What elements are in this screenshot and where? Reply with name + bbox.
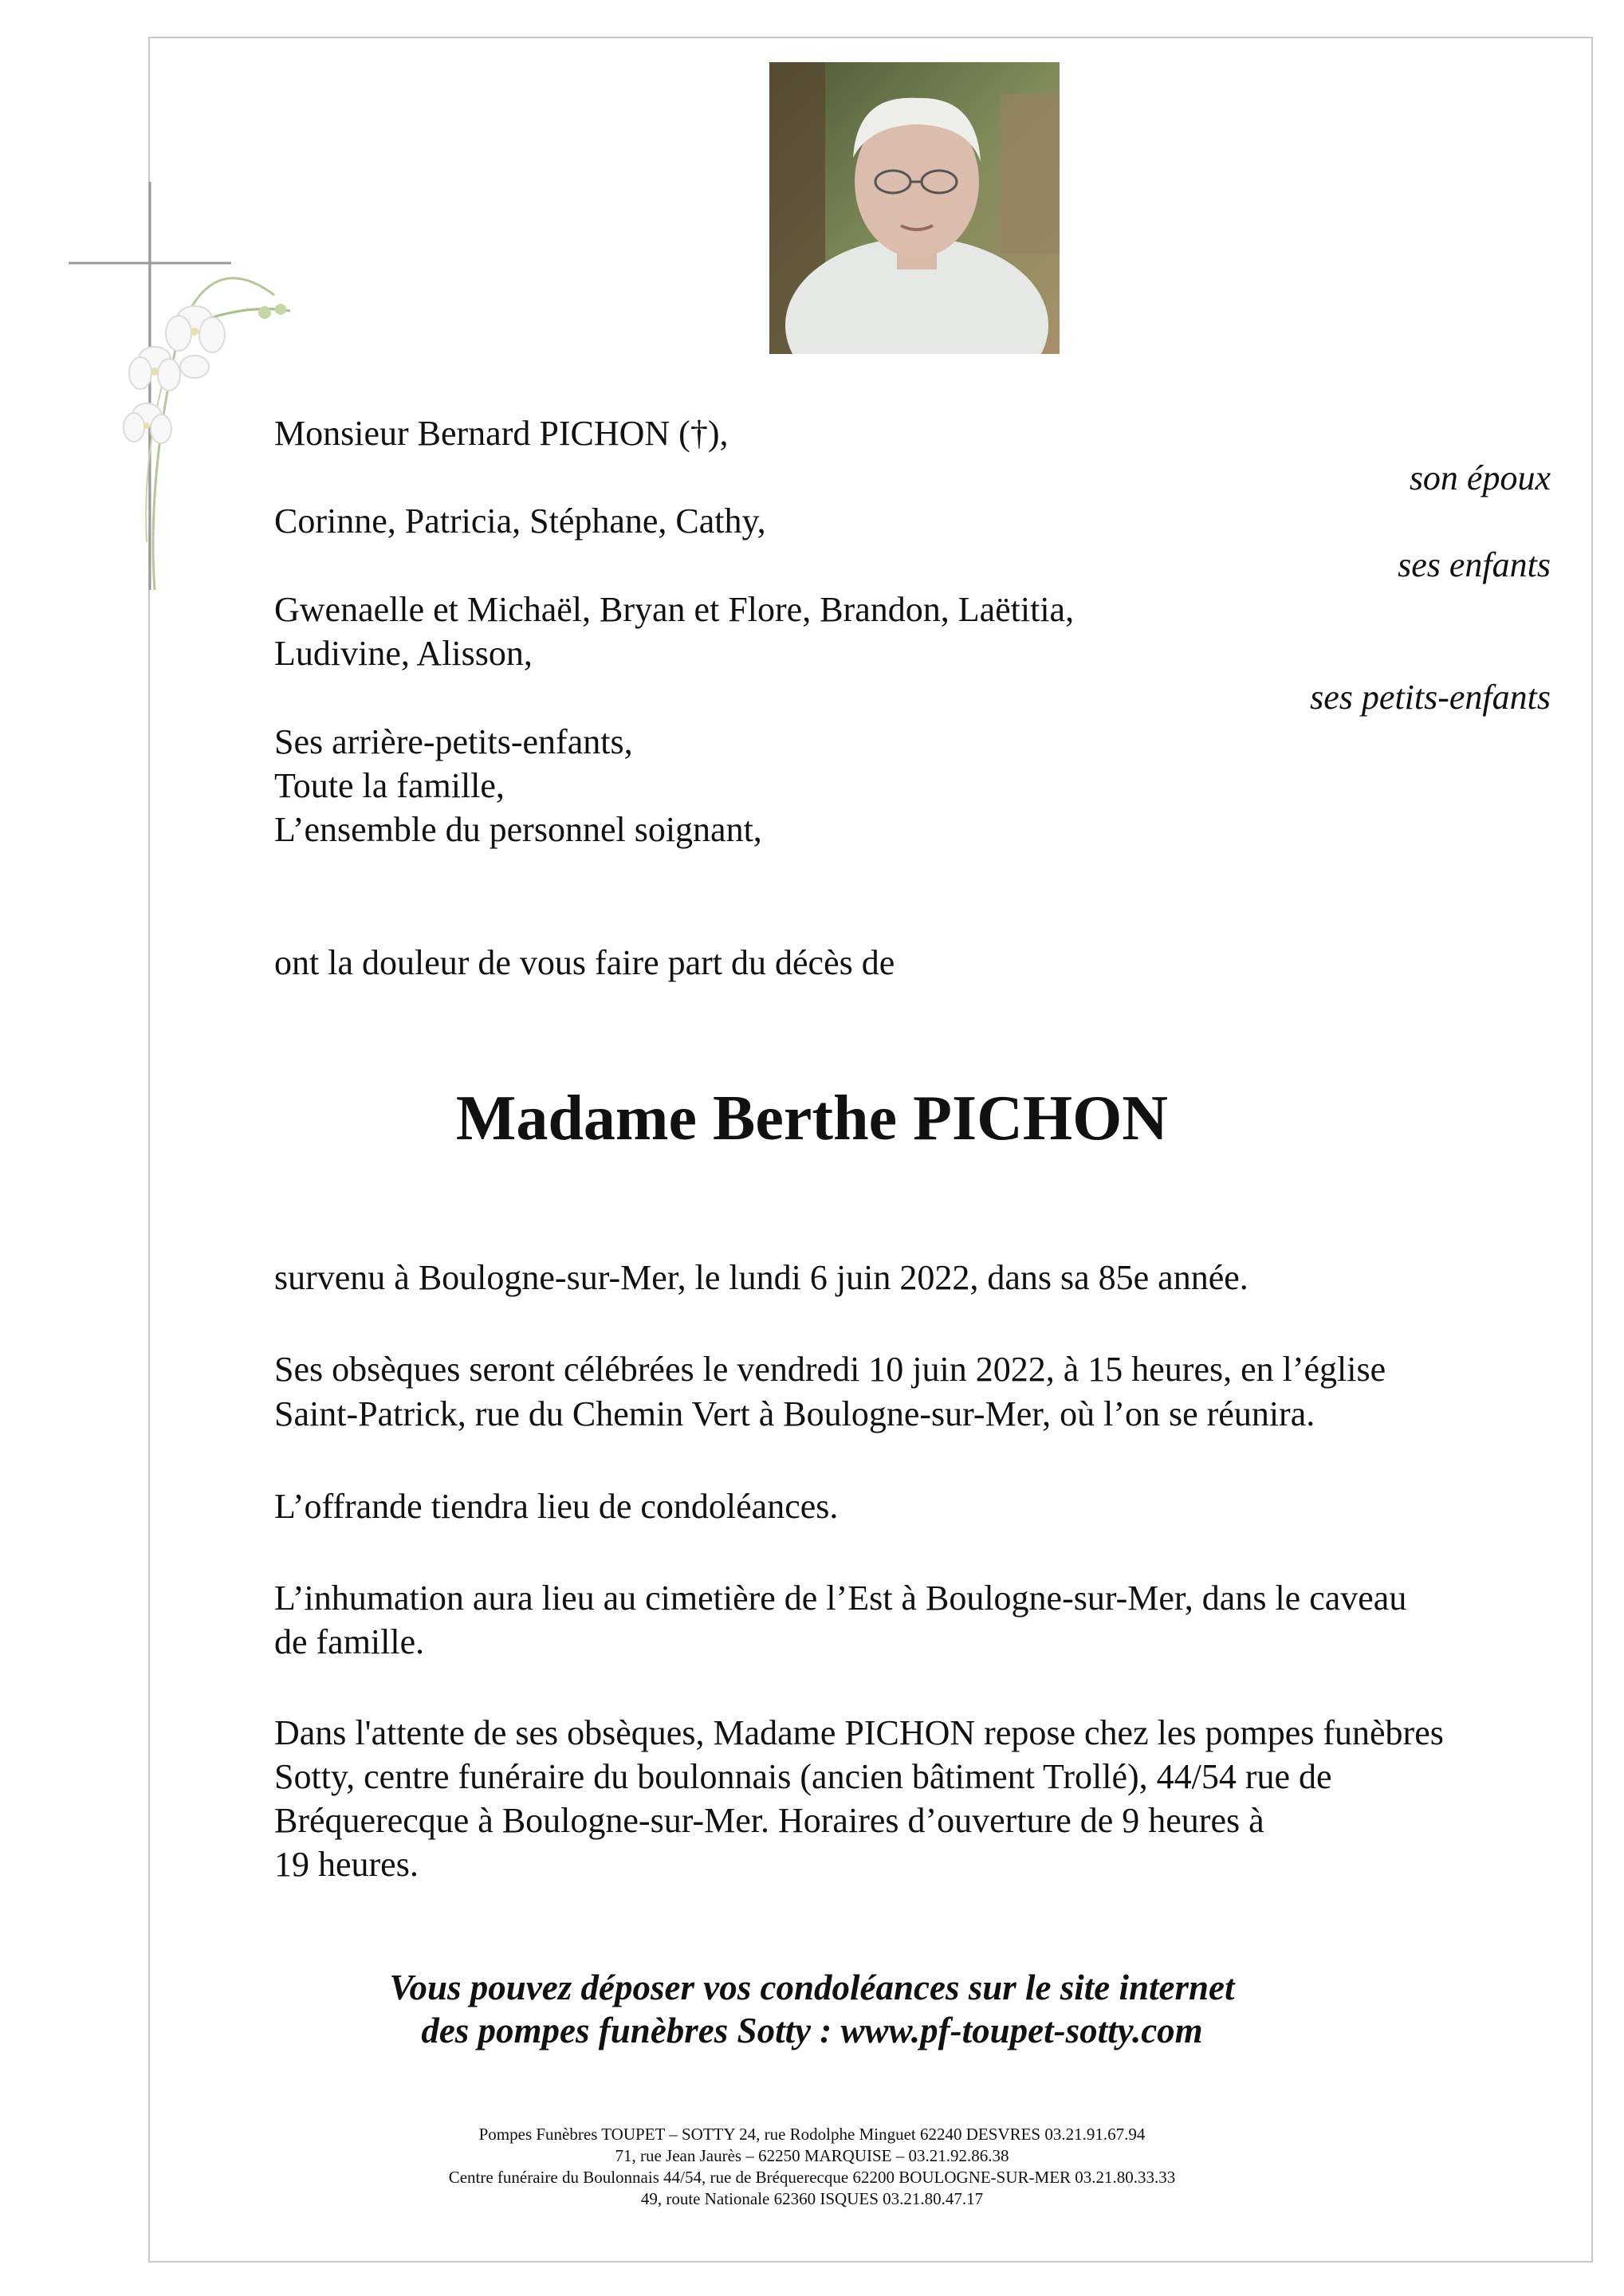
family-line-staff: L’ensemble du personnel soignant,	[274, 810, 762, 849]
relation-children: ses enfants	[1398, 545, 1551, 584]
footer-line-4: 49, route Nationale 62360 ISQUES 03.21.80.47.17	[640, 2189, 984, 2208]
death-details: survenu à Boulogne-sur-Mer, le lundi 6 juin 2022, dans sa 85e année.	[274, 1258, 1248, 1297]
rest-line-2: Sotty, centre funéraire du boulonnais (ancien bâtiment Trollé), 44/54 rue de	[274, 1757, 1332, 1796]
cross-orchid-icon	[67, 175, 306, 590]
rest-line-4: 19 heures.	[274, 1845, 419, 1884]
family-line-children: Corinne, Patricia, Stéphane, Cathy,	[274, 501, 766, 541]
relation-grandchildren: ses petits-enfants	[1310, 678, 1551, 717]
footer-line-1: Pompes Funèbres TOUPET – SOTTY 24, rue Rodolphe Minguet 62240 DESVRES 03.21.91.67.94	[478, 2125, 1146, 2144]
footer-line-3: Centre funéraire du Boulonnais 44/54, rue de Bréquerecque 62200 BOULOGNE-SUR-MER 03.21.80.33.33	[448, 2168, 1176, 2187]
footer-line-2: 71, rue Jean Jaurès – 62250 MARQUISE – 03.21.92.86.38	[615, 2146, 1009, 2165]
deceased-name: Madame Berthe PICHON	[455, 1083, 1169, 1154]
family-line-grandchildren-1: Gwenaelle et Michaël, Bryan et Flore, Brandon, Laëtitia,	[274, 590, 1075, 629]
rest-line-1: Dans l'attente de ses obsèques, Madame PICHON repose chez les pompes funèbres	[274, 1713, 1444, 1752]
relation-spouse: son époux	[1409, 458, 1551, 497]
rest-line-3: Bréquerecque à Boulogne-sur-Mer. Horaires d’ouverture de 9 heures à	[274, 1801, 1264, 1840]
family-line-husband: Monsieur Bernard PICHON (†),	[274, 414, 729, 453]
condolences-line-1: Vous pouvez déposer vos condoléances sur le site internet	[389, 1968, 1235, 2007]
condolences-line-2: des pompes funèbres Sotty : www.pf-toupet-sotty.com	[421, 2011, 1203, 2050]
family-line-family: Toute la famille,	[274, 766, 505, 805]
portrait-photo	[769, 62, 1060, 354]
family-line-grandchildren-2: Ludivine, Alisson,	[274, 634, 533, 673]
offering-text: L’offrande tiendra lieu de condoléances.	[274, 1487, 839, 1526]
burial-line-2: de famille.	[274, 1622, 425, 1661]
family-line-great-grandchildren: Ses arrière-petits-enfants,	[274, 722, 633, 761]
announcement-text: ont la douleur de vous faire part du décès de	[274, 943, 895, 982]
funeral-line-1: Ses obsèques seront célébrées le vendredi 10 juin 2022, à 15 heures, en l’église	[274, 1350, 1386, 1389]
funeral-line-2: Saint-Patrick, rue du Chemin Vert à Boulogne-sur-Mer, où l’on se réunira.	[274, 1394, 1315, 1433]
burial-line-1: L’inhumation aura lieu au cimetière de l’Est à Boulogne-sur-Mer, dans le caveau	[274, 1578, 1407, 1618]
